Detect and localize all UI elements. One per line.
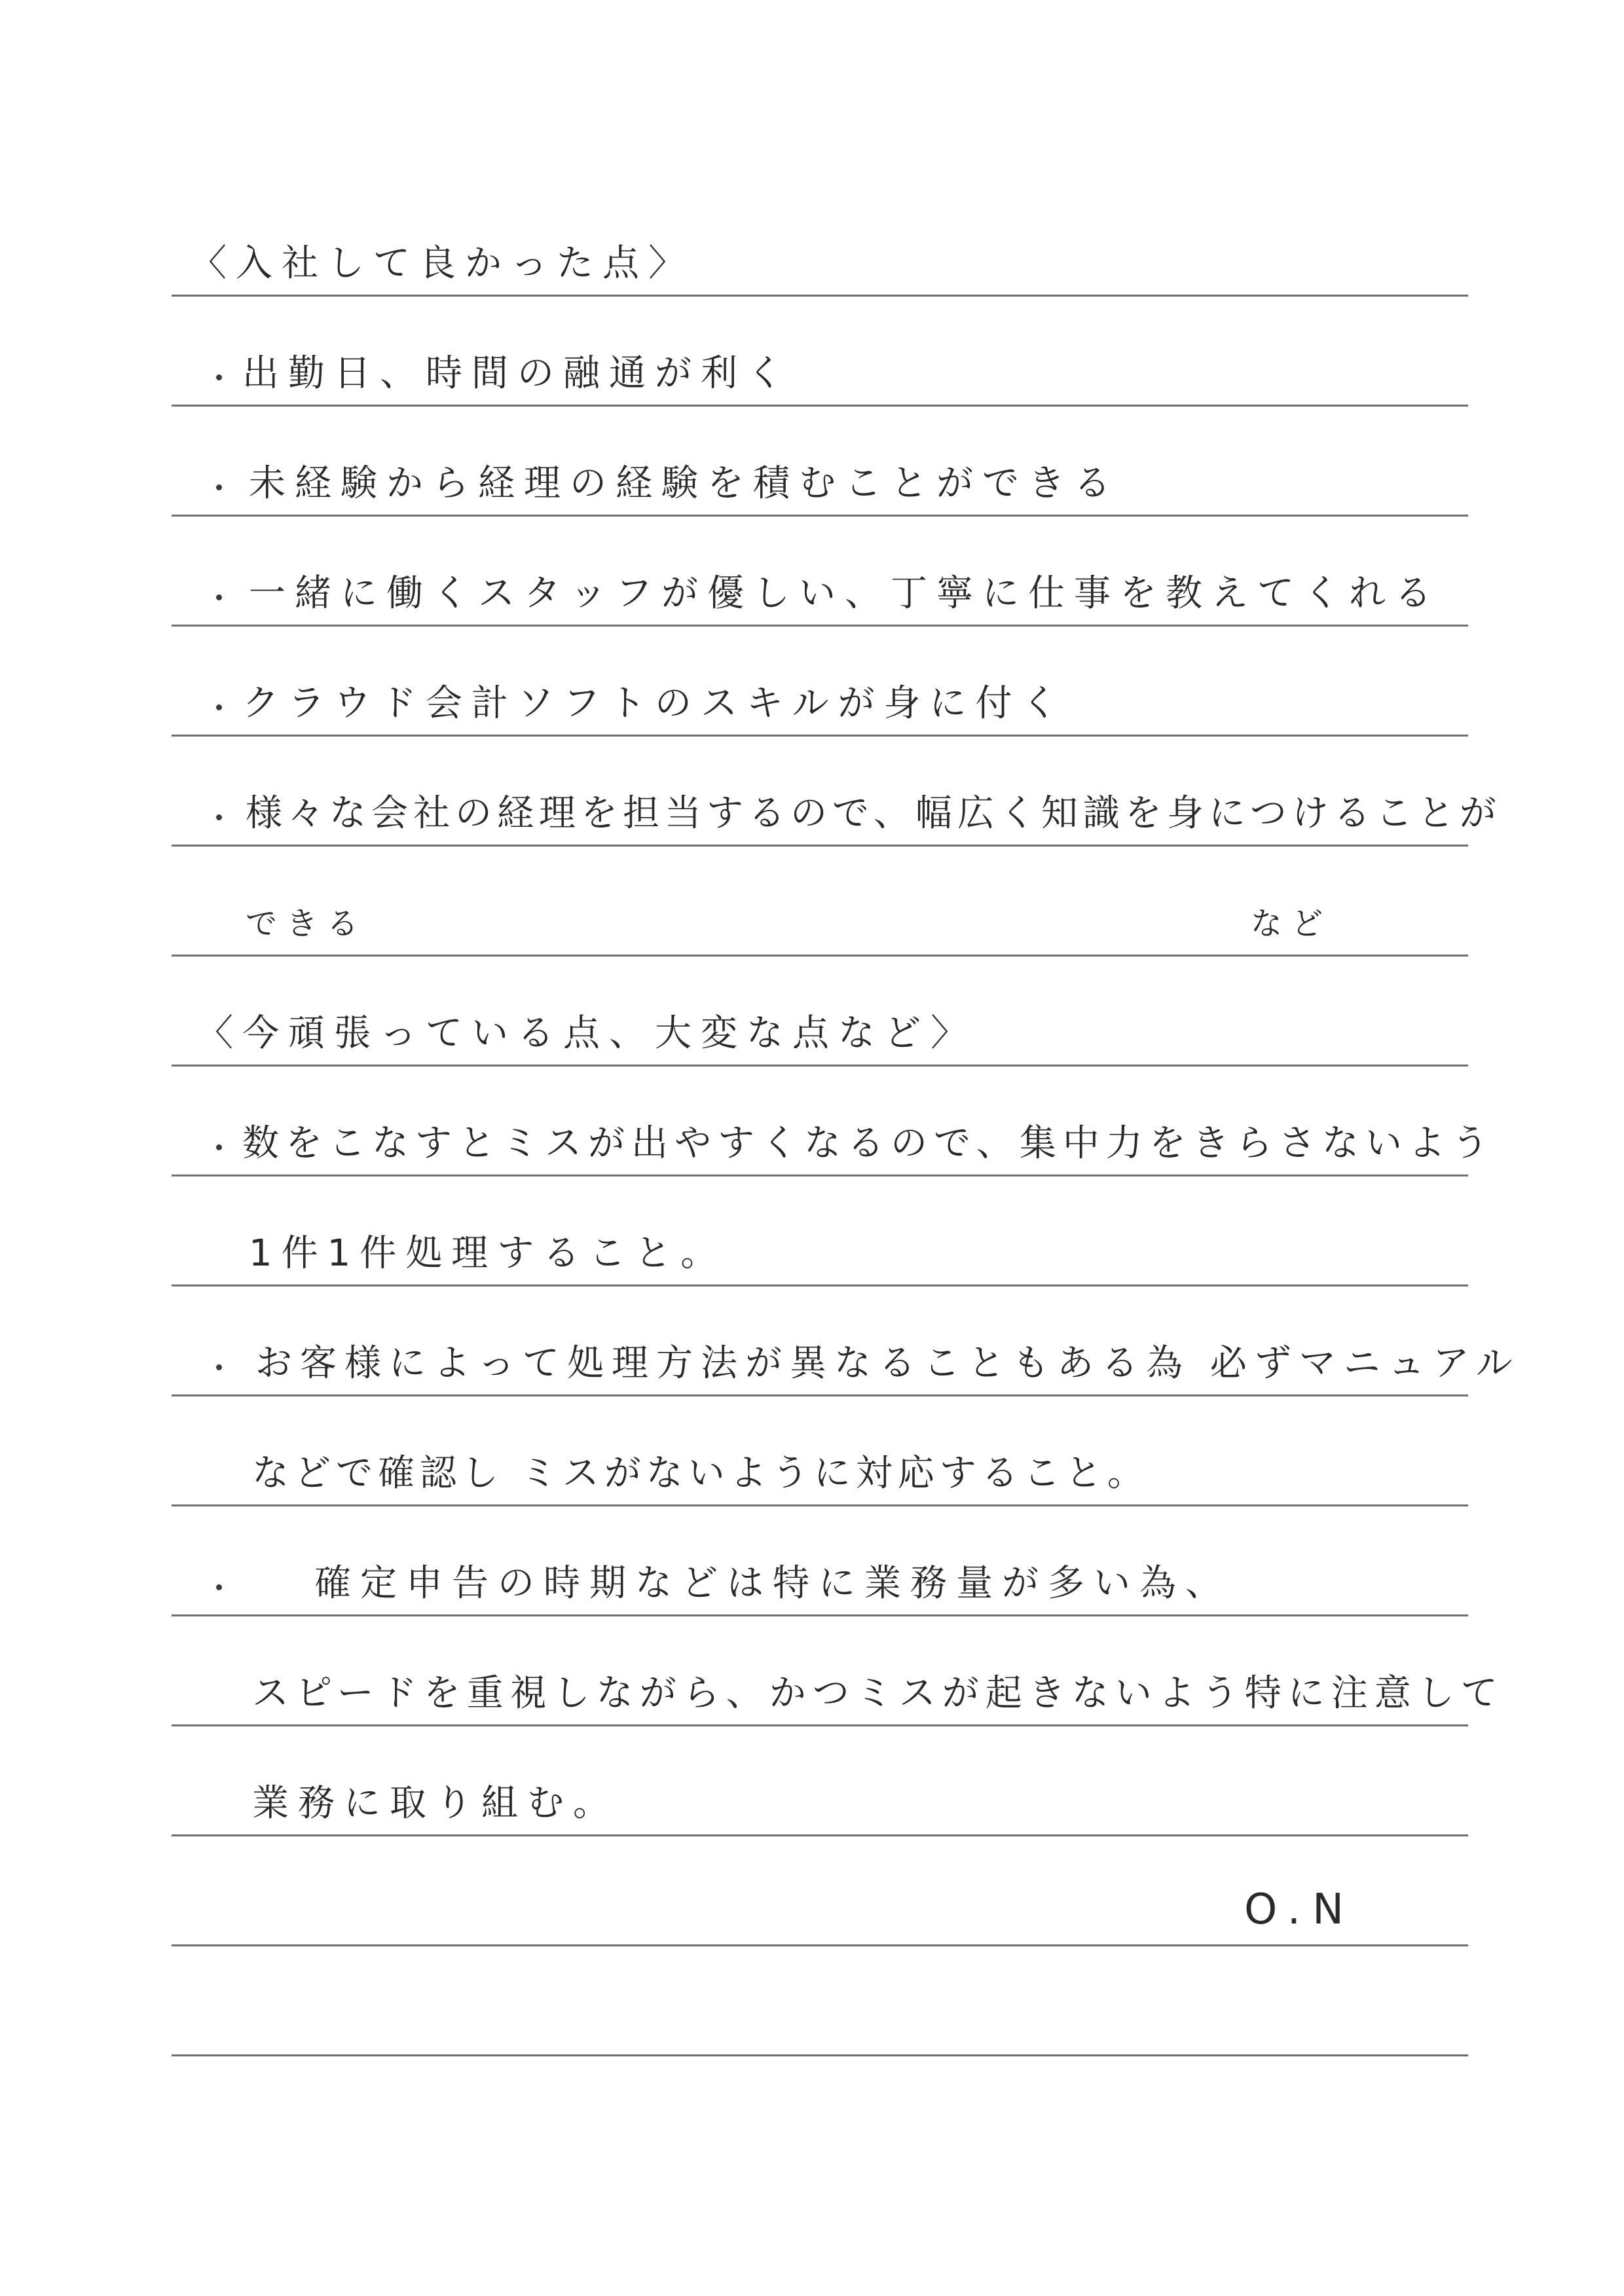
ruled-line	[172, 845, 1468, 847]
challenge-item: お客様によって処理方法が異なることもある為 必ずマニュアル	[255, 1342, 1521, 1385]
ruled-line	[172, 1285, 1468, 1286]
bullet-mark	[216, 1144, 222, 1150]
ruled-line	[172, 295, 1468, 297]
challenge-item-continued: 業務に取り組む。	[252, 1782, 619, 1825]
bullet-mark	[216, 594, 222, 600]
section-heading-challenges: 〈今頑張っている点、大変な点など〉	[196, 1012, 977, 1055]
ruled-line	[172, 1614, 1468, 1616]
ruled-line	[172, 1504, 1468, 1506]
ruled-line	[172, 1724, 1468, 1726]
ruled-line	[172, 1944, 1468, 1946]
ruled-line	[172, 2054, 1468, 2056]
ruled-line	[172, 1175, 1468, 1176]
challenge-item-continued: などで確認し ミスがないように対応すること。	[252, 1452, 1149, 1495]
challenge-item-continued: 1件1件処理すること。	[249, 1232, 727, 1275]
good-point-item: 一緒に働くスタッフが優しい、丁寧に仕事を教えてくれる	[249, 572, 1441, 615]
ruled-line	[172, 515, 1468, 517]
bullet-mark	[216, 1584, 222, 1590]
challenge-item-continued: スピードを重視しながら、かつミスが起きないよう特に注意して	[252, 1672, 1504, 1715]
good-point-item: 様々な会社の経理を担当するので、幅広く知識を身につけることが	[246, 792, 1502, 835]
ruled-line	[172, 625, 1468, 627]
good-point-item: 未経験から経理の経験を積むことができる	[249, 462, 1120, 505]
challenge-item: 確定申告の時期などは特に業務量が多い為、	[314, 1562, 1231, 1605]
author-initials: O.N	[1244, 1886, 1356, 1934]
bullet-mark	[216, 814, 222, 820]
ruled-line	[172, 1394, 1468, 1396]
bullet-mark	[216, 484, 222, 490]
bullet-mark	[216, 704, 222, 710]
bullet-mark	[216, 1364, 222, 1370]
section-heading-good-points: 〈入社して良かった点〉	[190, 242, 694, 285]
ruled-line	[172, 1834, 1468, 1836]
challenge-item: 数をこなすとミスが出やすくなるので、集中力をきらさないよう	[242, 1122, 1495, 1165]
etc-note: など	[1251, 905, 1333, 942]
bullet-mark	[216, 374, 222, 380]
good-point-item: クラウド会計ソフトのスキルが身に付く	[242, 682, 1067, 725]
good-point-item-continued: できる	[246, 905, 368, 942]
ruled-line	[172, 955, 1468, 957]
ruled-line	[172, 1065, 1468, 1066]
ruled-line	[172, 735, 1468, 737]
ruled-line	[172, 405, 1468, 407]
good-point-item: 出勤日、時間の融通が利く	[242, 352, 792, 395]
